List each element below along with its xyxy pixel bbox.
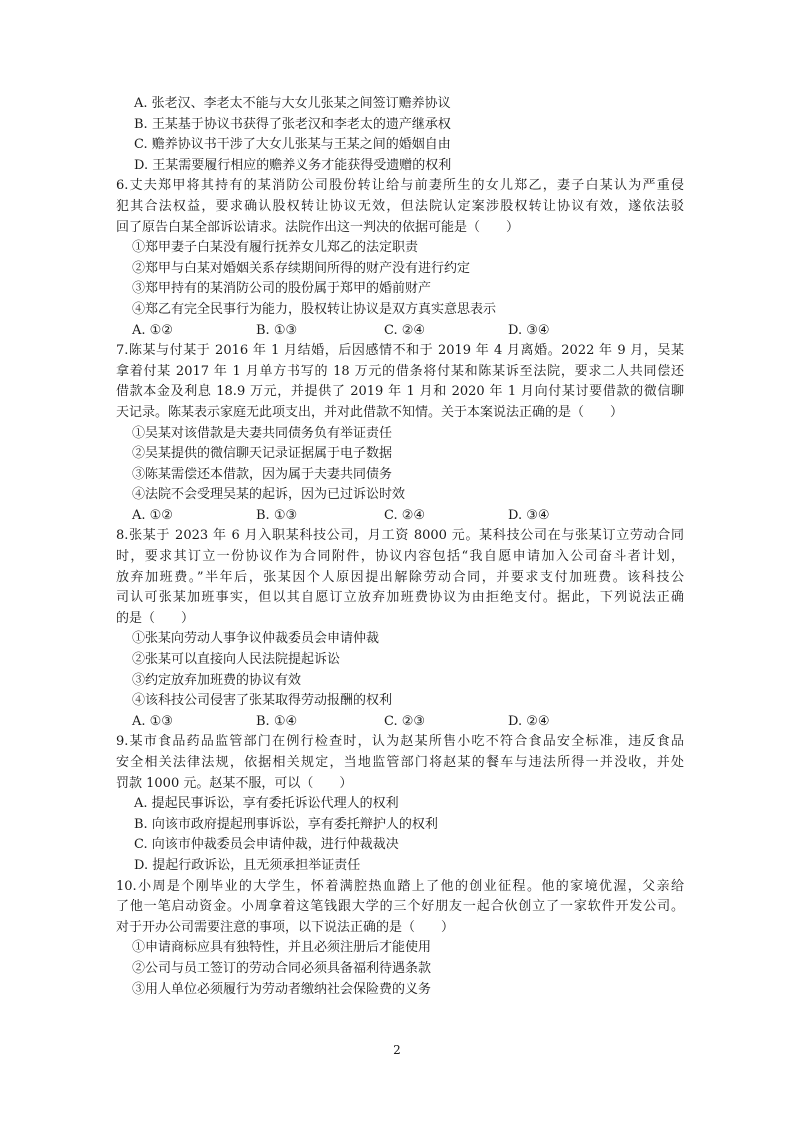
question-stem-line: 8.张某于 2023 年 6 月入职某科技公司，月工资 8000 元。某科技公司在与张某订立劳动合同 — [116, 528, 684, 544]
statement-4: ④该科技公司侵害了张某取得劳动报酬的权利 — [132, 693, 393, 709]
option-c: C. 赡养协议书干涉了大女儿张某与王某之间的婚姻自由 — [134, 137, 451, 153]
choice-d: D. ②④ — [508, 713, 550, 729]
page-number: 2 — [393, 1043, 401, 1057]
question-stem-line: 时，要求其订立一份协议作为合同附件，协议内容包括“我自愿申请加入公司奋斗者计划， — [116, 549, 684, 565]
question-8 — [116, 526, 684, 732]
option-a: A. 提起民事诉讼，享有委托诉讼代理人的权利 — [134, 796, 399, 812]
choice-d: D. ③④ — [508, 322, 550, 338]
question-stem-line: 借款本金及利息 18.9 万元，并提供了 2019 年 1 月和 2020 年 1 月向付某讨要借款的微信聊 — [116, 384, 684, 400]
statement-3: ③约定放弃加班费的协议有效 — [132, 672, 302, 688]
option-d: D. 提起行政诉讼，且无须承担举证责任 — [134, 857, 361, 873]
question-stem-line: 天记录。陈某表示家庭无此项支出，并对此借款不知情。关于本案说法正确的是（ ） — [116, 404, 624, 420]
statement-2: ②郑甲与白某对婚姻关系存续期间所得的财产没有进行约定 — [132, 260, 471, 276]
choice-b: B. ①③ — [256, 507, 298, 523]
question-stem-line: 9.某市食品药品监管部门在例行检查时，认为赵某所售小吃不符合食品安全标准，违反食品 — [116, 734, 684, 750]
option-b: B. 向该市政府提起刑事诉讼，享有委托辩护人的权利 — [134, 816, 438, 832]
answer-choices — [116, 712, 684, 733]
statement-4: ④郑乙有完全民事行为能力，股权转让协议是双方真实意思表示 — [132, 301, 497, 317]
choice-a: A. ①② — [132, 507, 173, 523]
question-stem-line: 6.丈夫郑甲将其持有的某消防公司股份转让给与前妻所生的女儿郑乙，妻子白某认为严重侵 — [116, 178, 684, 194]
question-stem-line: 10.小周是个刚毕业的大学生，怀着满腔热血踏上了他的创业征程。他的家境优渥，父亲给 — [116, 878, 684, 894]
question-stem-line: 罚款 1000 元。赵某不服，可以（ ） — [116, 775, 353, 791]
option-a: A. 张老汉、李老太不能与大女儿张某之间签订赡养协议 — [134, 96, 451, 111]
question-stem-line: 犯其合法权益，要求确认股权转让协议无效，但法院认定案涉股权转让协议有效，遂依法驳 — [116, 198, 684, 214]
answer-choices — [116, 506, 684, 527]
statement-1: ①郑甲妻子白某没有履行抚养女儿郑乙的法定职责 — [132, 240, 419, 256]
question-stem-line: 司认可张某加班事实，但以其自愿订立放弃加班费协议为由拒绝支付。据此，下列说法正确 — [116, 590, 684, 606]
question-stem-line: 安全相关法律法规，依据相关规定，当地监管部门将赵某的餐车与违法所得一并没收，并处 — [116, 755, 684, 770]
question-stem-line: 回了原告白某全部诉讼请求。法院作出这一判决的依据可能是（ ） — [116, 219, 520, 235]
choice-a: A. ①③ — [132, 713, 173, 729]
choice-c: C. ②③ — [384, 713, 426, 729]
question-7 — [116, 341, 684, 526]
choice-b: B. ①③ — [256, 322, 298, 338]
statement-1: ①吴某对该借款是夫妻共同债务负有举证责任 — [132, 425, 393, 441]
question-stem-line: 7.陈某与付某于 2016 年 1 月结婚，后因感情不和于 2019 年 4 月离婚。2022 年 9 月，吴某 — [116, 343, 684, 359]
statement-2: ②吴某提供的微信聊天记录证据属于电子数据 — [132, 446, 393, 462]
question-stem-line: 拿着付某 2017 年 1 月单方书写的 18 万元的借条将付某和陈某诉至法院，要求二人共同偿还 — [116, 363, 684, 379]
statement-3: ③用人单位必须履行为劳动者缴纳社会保险费的义务 — [132, 981, 432, 997]
option-b: B. 王某基于协议书获得了张老汉和李老太的遗产继承权 — [134, 116, 451, 132]
question-stem-line: 的是（ ） — [116, 610, 195, 626]
question-stem-line: 对于开办公司需要注意的事项，以下说法正确的是（ ） — [116, 919, 455, 935]
choice-b: B. ①④ — [256, 713, 298, 729]
statement-4: ④法院不会受理吴某的起诉，因为已过诉讼时效 — [132, 487, 406, 503]
option-c: C. 向该市仲裁委员会申请仲裁，进行仲裁裁决 — [134, 837, 399, 853]
question-5-options — [116, 94, 684, 176]
option-d: D. 王某需要履行相应的赡养义务才能获得受遗赠的权利 — [134, 157, 452, 173]
question-6 — [116, 176, 684, 341]
choice-c: C. ②④ — [384, 507, 426, 523]
statement-2: ②张某可以直接向人民法院提起诉讼 — [132, 652, 341, 668]
question-stem-line: 放弃加班费。”半年后，张某因个人原因提出解除劳动合同，并要求支付加班费。该科技公 — [116, 569, 684, 585]
choice-d: D. ③④ — [508, 507, 550, 523]
question-9 — [116, 732, 684, 876]
question-10 — [116, 877, 684, 1001]
choice-a: A. ①② — [132, 322, 173, 338]
statement-3: ③郑甲持有的某消防公司的股份属于郑甲的婚前财产 — [132, 281, 432, 297]
question-content — [116, 94, 684, 1000]
statement-1: ①申请商标应具有独特性，并且必须注册后才能使用 — [132, 940, 432, 956]
statement-1: ①张某向劳动人事争议仲裁委员会申请仲裁 — [132, 631, 380, 647]
answer-choices — [116, 321, 684, 342]
statement-2: ②公司与员工签订的劳动合同必须具备福利待遇条款 — [132, 960, 432, 976]
choice-c: C. ②④ — [384, 322, 426, 338]
statement-3: ③陈某需偿还本借款，因为属于夫妻共同债务 — [132, 466, 393, 482]
question-stem-line: 了他一笔启动资金。小周拿着这笔钱跟大学的三个好朋友一起合伙创立了一家软件开发公司。 — [116, 899, 684, 915]
